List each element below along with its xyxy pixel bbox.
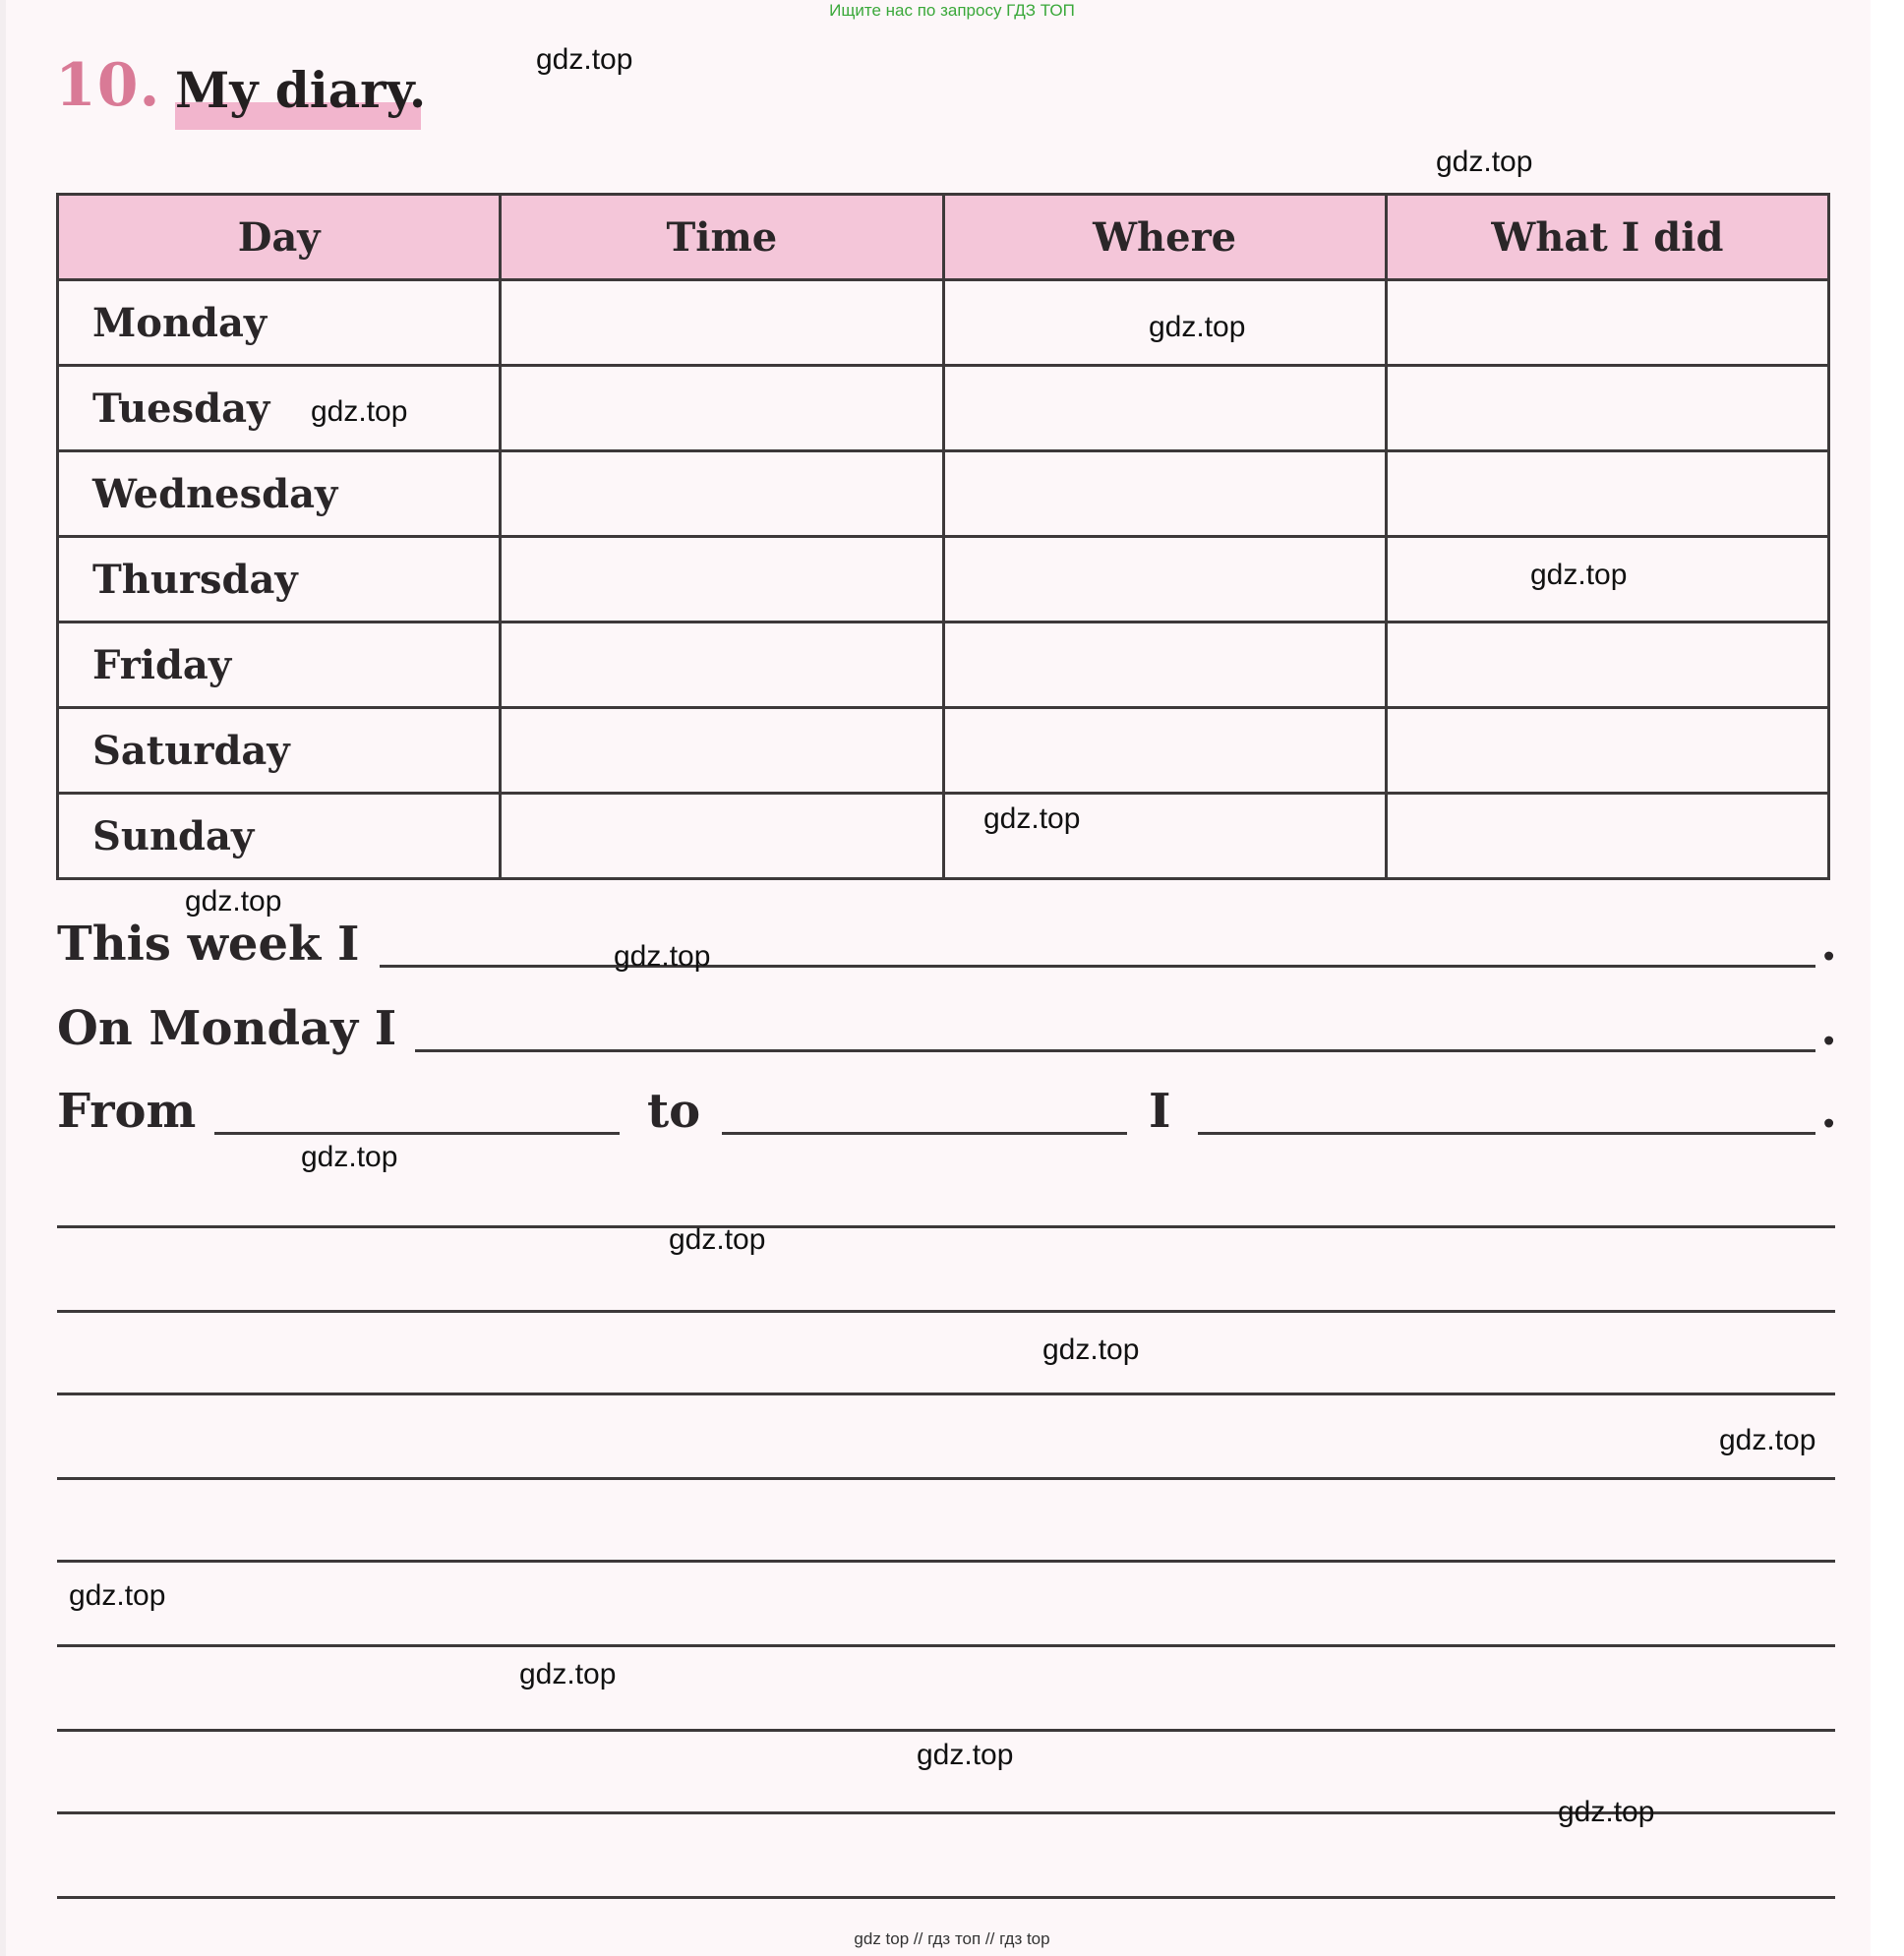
- watermark: gdz.top: [669, 1223, 766, 1256]
- writing-line[interactable]: [57, 1310, 1835, 1313]
- header-what-i-did: What I did: [1386, 195, 1828, 280]
- sentence-period: .: [1820, 1001, 1837, 1056]
- writing-line[interactable]: [57, 1477, 1835, 1480]
- where-cell[interactable]: [943, 708, 1386, 794]
- watermark: gdz.top: [1042, 1334, 1140, 1366]
- day-cell: Thursday: [58, 537, 501, 622]
- table-row: [58, 622, 1829, 708]
- watermark: gdz.top: [1436, 146, 1533, 178]
- time-cell[interactable]: [501, 622, 943, 708]
- answer-line-to[interactable]: [722, 1132, 1127, 1135]
- bottom-banner: gdz top // гдз топ // гдз top: [854, 1929, 1050, 1948]
- sentence-period: .: [1820, 1084, 1837, 1139]
- where-cell[interactable]: [943, 366, 1386, 451]
- page-edge-right: [1871, 0, 1904, 1956]
- writing-line[interactable]: [57, 1225, 1835, 1228]
- sentence-label-to: to: [647, 1084, 701, 1139]
- table-header-row: [58, 195, 1829, 280]
- table-row: [58, 451, 1829, 537]
- table-row: [58, 794, 1829, 879]
- sentence-label: On Monday I: [57, 1001, 397, 1056]
- time-cell[interactable]: [501, 280, 943, 366]
- sentence-label-i: I: [1149, 1084, 1171, 1139]
- table-row: [58, 708, 1829, 794]
- day-cell: Wednesday: [58, 451, 501, 537]
- what-cell[interactable]: [1386, 708, 1828, 794]
- header-time: Time: [501, 195, 943, 280]
- watermark: gdz.top: [1149, 311, 1246, 343]
- watermark: gdz.top: [1719, 1424, 1816, 1456]
- task-title: My diary.: [175, 61, 427, 119]
- answer-line-activity[interactable]: [1198, 1132, 1815, 1135]
- answer-line[interactable]: [380, 965, 1815, 968]
- writing-line[interactable]: [57, 1729, 1835, 1732]
- watermark: gdz.top: [519, 1658, 617, 1690]
- day-cell: Saturday: [58, 708, 501, 794]
- sentence-this-week: [57, 907, 1837, 976]
- day-cell: Monday: [58, 280, 501, 366]
- watermark: gdz.top: [69, 1579, 166, 1612]
- time-cell[interactable]: [501, 366, 943, 451]
- page-edge-left: [0, 0, 6, 1956]
- diary-table: [56, 193, 1830, 880]
- what-cell[interactable]: [1386, 280, 1828, 366]
- watermark: gdz.top: [185, 885, 282, 918]
- watermark: gdz.top: [536, 43, 633, 76]
- what-cell[interactable]: [1386, 794, 1828, 879]
- header-where: Where: [943, 195, 1386, 280]
- writing-line[interactable]: [57, 1644, 1835, 1647]
- watermark: gdz.top: [614, 940, 711, 973]
- watermark: gdz.top: [1530, 559, 1628, 591]
- writing-line[interactable]: [57, 1393, 1835, 1395]
- what-cell[interactable]: [1386, 366, 1828, 451]
- writing-line[interactable]: [57, 1896, 1835, 1899]
- what-cell[interactable]: [1386, 451, 1828, 537]
- header-day: Day: [58, 195, 501, 280]
- watermark: gdz.top: [917, 1739, 1014, 1771]
- watermark: gdz.top: [301, 1141, 398, 1173]
- day-cell: Tuesday: [58, 366, 501, 451]
- where-cell[interactable]: [943, 622, 1386, 708]
- time-cell[interactable]: [501, 451, 943, 537]
- task-number: 10.: [55, 51, 161, 120]
- watermark: gdz.top: [1558, 1796, 1655, 1828]
- writing-line[interactable]: [57, 1560, 1835, 1563]
- time-cell[interactable]: [501, 794, 943, 879]
- time-cell[interactable]: [501, 537, 943, 622]
- time-cell[interactable]: [501, 708, 943, 794]
- answer-line[interactable]: [415, 1049, 1815, 1052]
- table-row: [58, 280, 1829, 366]
- where-cell[interactable]: [943, 451, 1386, 537]
- day-cell: Friday: [58, 622, 501, 708]
- sentence-label-from: From: [57, 1084, 197, 1139]
- watermark: gdz.top: [311, 395, 408, 428]
- day-cell: Sunday: [58, 794, 501, 879]
- sentence-label: This week I: [57, 917, 360, 972]
- task-title-wrap: [175, 61, 426, 119]
- watermark: gdz.top: [983, 802, 1081, 835]
- sentence-on-monday: [57, 991, 1837, 1060]
- top-banner[interactable]: Ищите нас по запросу ГДЗ ТОП: [829, 1, 1075, 20]
- where-cell[interactable]: [943, 537, 1386, 622]
- sentence-period: .: [1820, 917, 1837, 972]
- sentence-from-to: [57, 1074, 1837, 1143]
- answer-line-from[interactable]: [214, 1132, 620, 1135]
- what-cell[interactable]: [1386, 622, 1828, 708]
